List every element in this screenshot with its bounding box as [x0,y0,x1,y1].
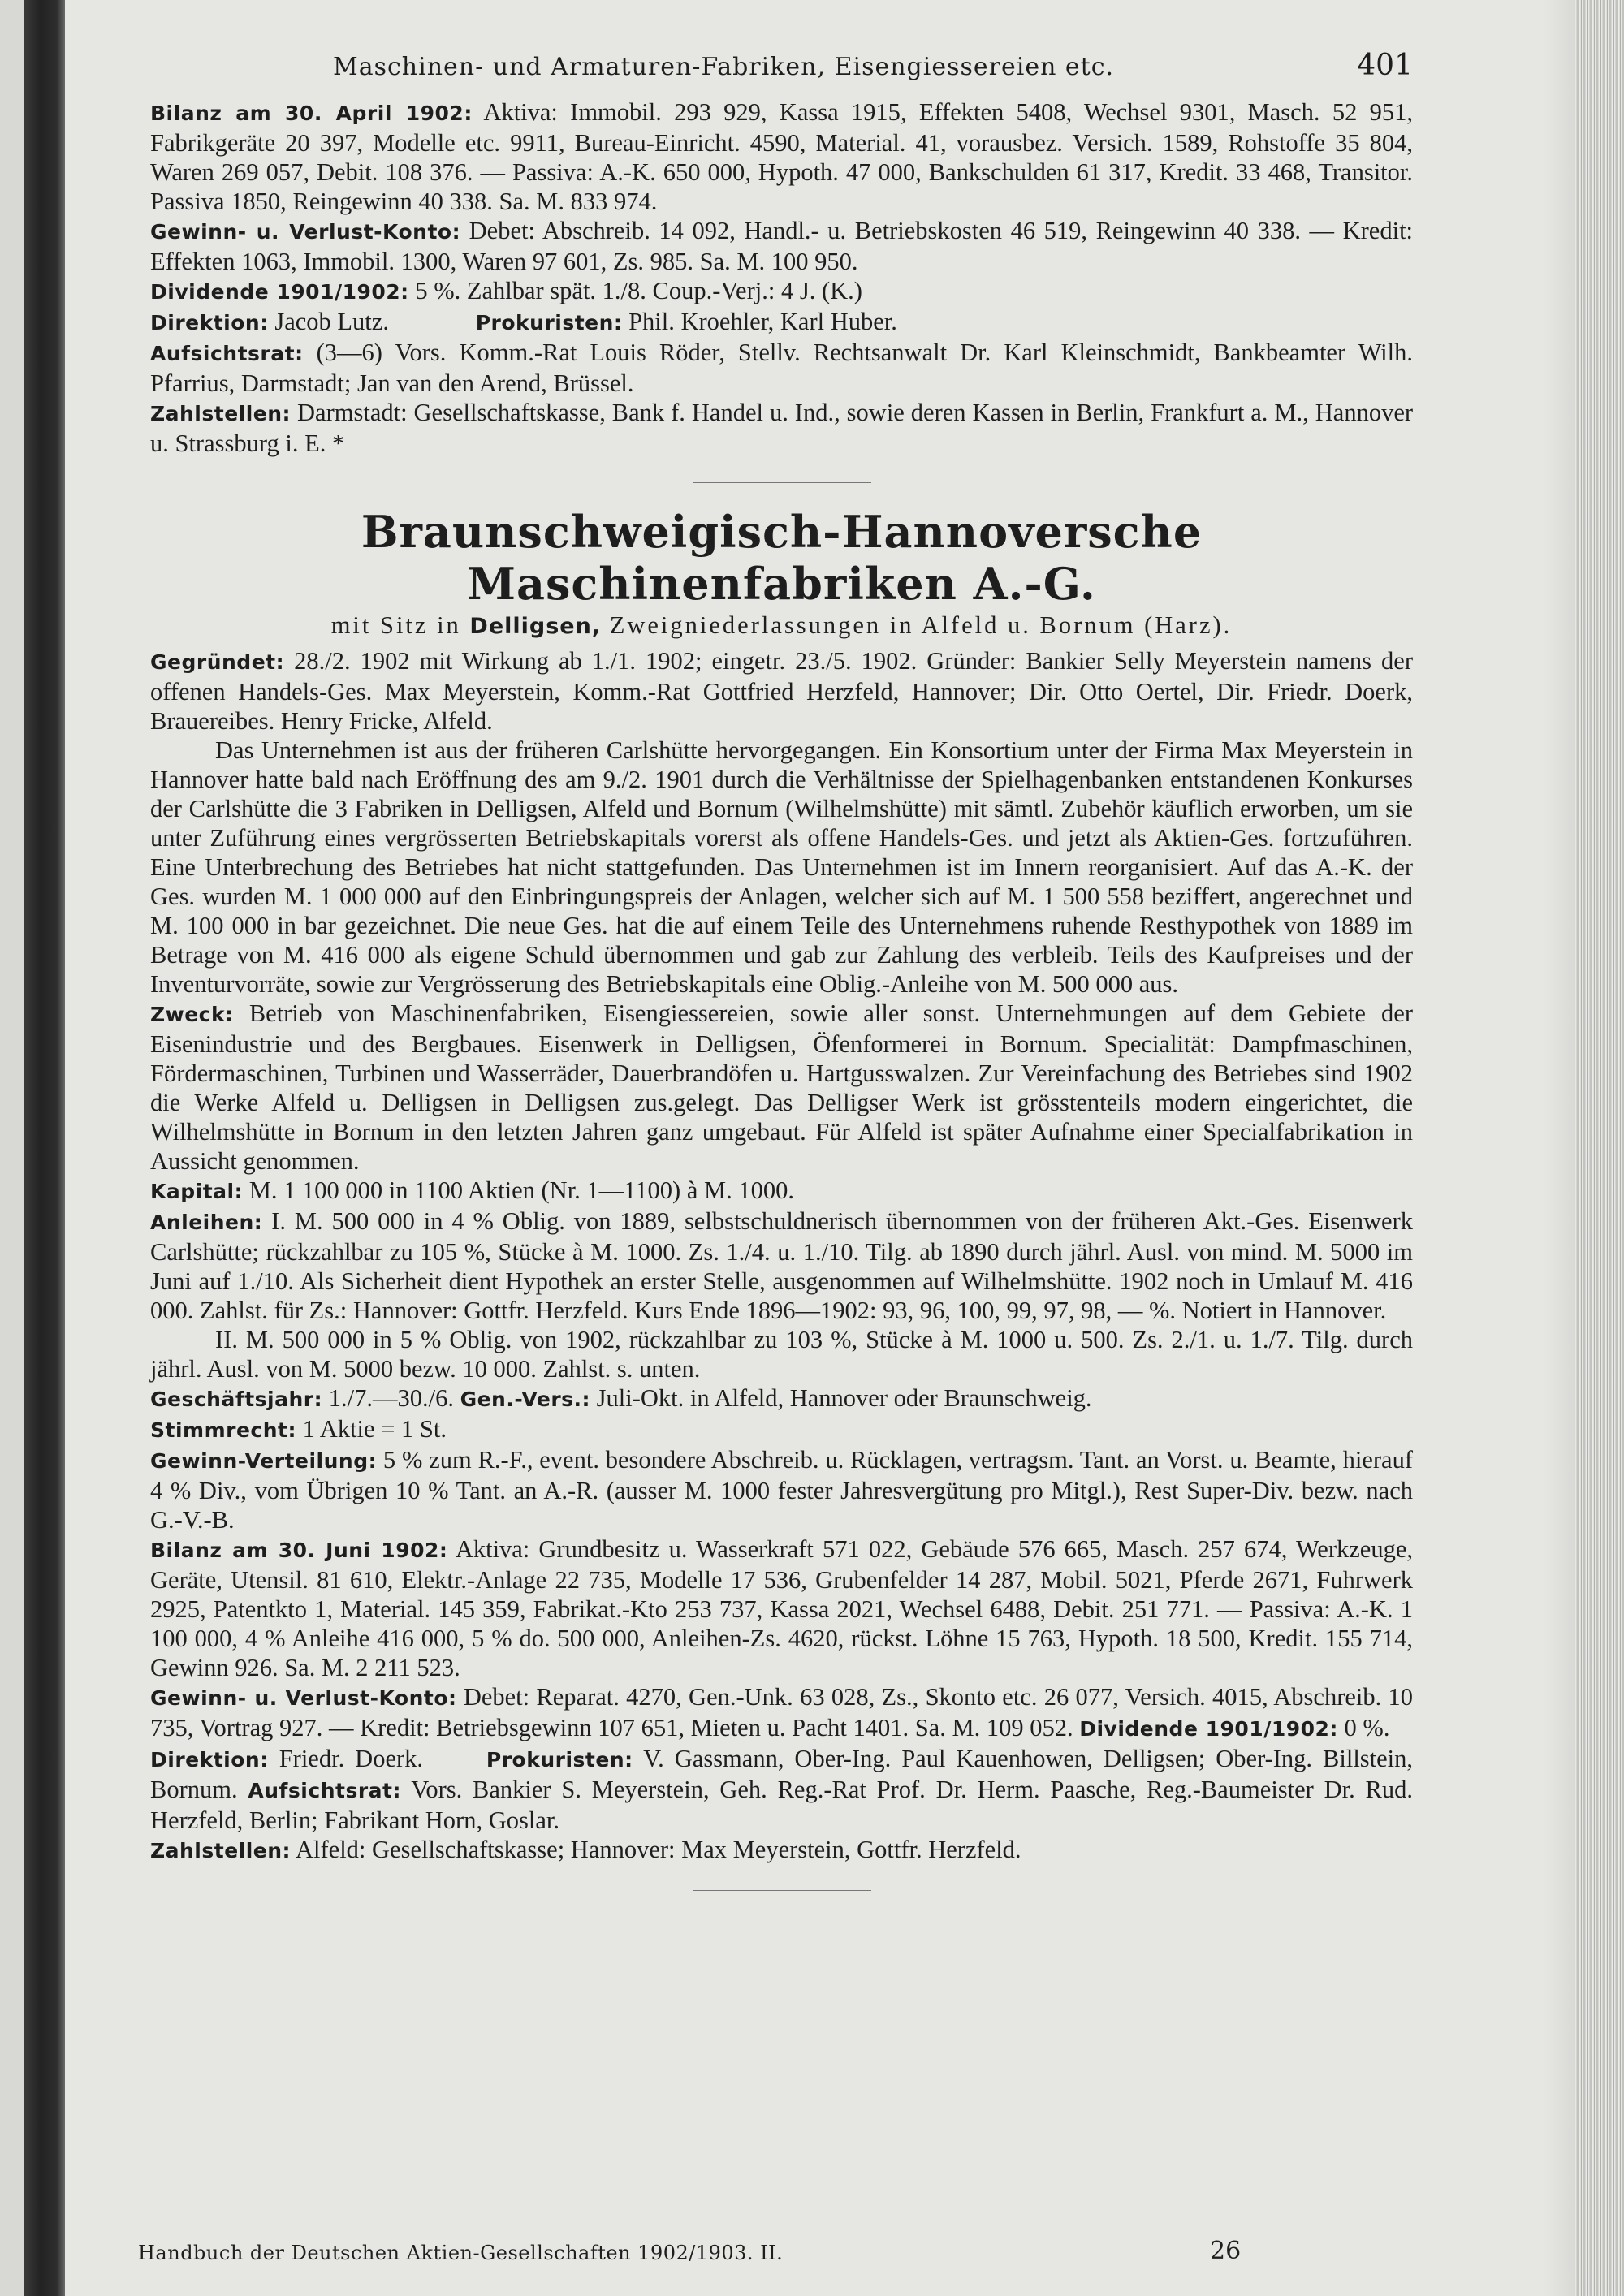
zweck-text: Betrieb von Maschinenfabriken, Eisengiessereien, sowie aller sonst. Unternehmungen auf dem Gebiete der Eisenindustrie und des Bergbaues. Eisenwerk in Delligsen, Öfenformerei in Bornum. Specialität: Dampfmaschinen, Fördermaschinen, Turbinen und Wasserräder, Dauerbrandöfen u. Hartgusswalzen. Zur Vereinfachung des Betriebes sind 1902 die Werke Alfeld u. Delligsen in Delligsen zus.gelegt. Das Delligser Werk ist grösstenteils modern eingerichtet, die Wilhelmshütte in Bornum in den letzten Jahren ganz umgebaut. Für Alfeld ist später Aufnahme einer Specialfabrikation in Aussicht genommen. [150,999,1413,1175]
prev-zahl-text: Darmstadt: Gesellschaftskasse, Bank f. Handel u. Ind., sowie deren Kassen in Berlin, Frankfurt a. M., Hannover u. Strassburg i. E. * [150,399,1414,457]
footer-signature: 26 [1210,2237,1242,2265]
zahl-text: Alfeld: Gesellschaftskasse; Hannover: Max Meyerstein, Gottfr. Herzfeld. [296,1836,1021,1863]
subtitle-suffix: Zweigniederlassungen in Alfeld u. Bornum (Harz). [609,611,1233,639]
page-shade-right [1543,0,1575,2296]
prev-dir-text: Jacob Lutz. [274,308,389,335]
gewv-label: Gewinn-Verteilung: [150,1449,378,1473]
gegruendet-text: 28./2. 1902 mit Wirkung ab 1./1. 1902; eingetr. 23./5. 1902. Gründer: Bankier Selly Meyerstein namens der offenen Handels-Ges. Max Meyerstein, Komm.-Rat Gottfried Herzfeld, Hannover; Dir. Otto Oertel, Dir. Friedr. Doerk, Brauereibes. Henry Fricke, Alfeld. [150,647,1413,735]
stimmrecht [150,1414,1413,1445]
bilanz-text: Aktiva: Grundbesitz u. Wasserkraft 571 022, Gebäude 576 665, Masch. 257 674, Werkzeuge, Geräte, Utensil. 81 610, Elektr.-Anlage 22 735, Modelle 17 536, Grubenfelder 14 287, Mobil. 5021, Pferde 2671, Fuhrwerk 2925, Patentkto 1, Material. 145 359, Fabrikat.-Kto 253 737, Kassa 2021, Wechsel 6488, Debit. 251 771. — Passiva: A.-K. 1 100 000, 4 % Anleihe 416 000, 5 % do. 500 000, Anleihen-Zs. 4620, rückst. Löhne 15 763, Hypoth. 18 500, Kredit. 155 714, Gewinn 926. Sa. M. 2 211 523. [150,1535,1413,1681]
prev-div-text: 5 %. Zahlbar spät. 1./8. Coup.-Verj.: 4 J. (K.) [415,277,862,304]
prev-auf-text: (3—6) Vors. Komm.-Rat Louis Röder, Stellv. Rechtsanwalt Dr. Karl Kleinschmidt, Bankbeamter Wilh. Pfarrius, Darmstadt; Jan van den Arend, Brüssel. [150,339,1413,397]
prev-gv-label: Gewinn- u. Verlust-Konto: [150,220,461,244]
prev-zahlstellen [150,398,1413,458]
bilanz-label: Bilanz am 30. Juni 1902: [150,1539,448,1562]
page-edge-left [0,0,24,2296]
prev-gewinn-verlust [150,216,1413,276]
gegruendet-label: Gegründet: [150,650,285,674]
anleihe-2-text: II. M. 500 000 in 5 % Oblig. von 1902, rückzahlbar zu 103 %, Stücke à M. 1000 u. 500. Zs. 2./1. u. 1./7. Tilg. durch jährl. Ausl. von M. 5000 bezw. 10 000. Zahlst. s. unten. [150,1326,1413,1383]
history [150,736,1413,999]
gvk-label: Gewinn- u. Verlust-Konto: [150,1686,457,1710]
page-content [150,49,1413,1914]
prev-dividende [150,276,1413,307]
prev-div-label: Dividende 1901/1902: [150,280,409,304]
entry-separator-bottom [693,1890,871,1891]
geschaeftsjahr [150,1383,1413,1414]
page-stack-edge [1575,0,1624,2296]
gewinn-verlust-konto [150,1682,1413,1744]
gewinn-verteilung [150,1445,1413,1534]
kapital [150,1176,1413,1206]
gvk-text: Debet: Reparat. 4270, Gen.-Unk. 63 028, Zs., Skonto etc. 26 077, Versich. 4015, Abschreib. 10 735, Vortrag 927. — Kredit: Betriebsgewinn 107 651, Mieten u. Pacht 1401. Sa. M. 109 052. [150,1683,1414,1741]
auf-text: Vors. Bankier S. Meyerstein, Geh. Reg.-Rat Prof. Dr. Herm. Paasche, Reg.-Baumeister Dr. Rud. Herzfeld, Berlin; Fabrikant Horn, Goslar. [150,1776,1414,1834]
kapital-label: Kapital: [150,1180,244,1203]
prok-label: Prokuristen: [486,1748,633,1772]
prok-text: V. Gassmann, Ober-Ing. Paul Kauenhowen, Delligsen; Ober-Ing. Billstein, Bornum. [150,1745,1414,1803]
stimm-text: 1 Aktie = 1 St. [302,1415,447,1443]
running-head [150,49,1413,97]
prev-gv-text: Debet: Abschreib. 14 092, Handl.- u. Betriebskosten 46 519, Reingewinn 40 338. — Kredit: Effekten 1063, Immobil. 1300, Waren 97 601, Zs. 985. Sa. M. 100 950. [150,217,1414,275]
bilanz [150,1534,1413,1682]
page-number: 401 [1357,49,1413,82]
anleihen [150,1206,1413,1325]
auf-label: Aufsichtsrat: [248,1779,401,1802]
book-spine-shadow [24,0,65,2296]
dividende-label: Dividende 1901/1902: [1079,1717,1338,1741]
prev-bilanz-label: Bilanz am 30. April 1902: [150,101,473,125]
prev-bilanz [150,97,1413,216]
subtitle-seat: Delligsen, [469,614,602,639]
prev-direktion [150,307,1413,338]
dividende-text: 0 %. [1344,1714,1390,1741]
dir-text: Friedr. Doerk. [279,1745,424,1772]
company-title: Braunschweigisch-Hannoversche Maschinenfabriken A.-G. [361,506,1203,610]
gen-vers-label: Gen.-Vers.: [460,1388,591,1411]
zahl-label: Zahlstellen: [150,1839,292,1862]
footer-source: Handbuch der Deutschen Aktien-Gesellschaften 1902/1903. II. [138,2242,784,2264]
prev-dir-label: Direktion: [150,311,269,334]
entry-separator-top [693,482,871,483]
anleihen-text: I. M. 500 000 in 4 % Oblig. von 1889, selbstschuldnerisch übernommen von der früheren Akt.-Ges. Eisenwerk Carlshütte; rückzahlbar zu 105 %, Stücke à M. 1000. Zs. 1./4. u. 1./10. Tilg. ab 1890 durch jährl. Ausl. von mind. M. 5000 im Juni auf 1./10. Als Sicherheit dient Hypothek an erster Stelle, ausgenommen auf Wilhelmshütte. 1902 noch in Umlauf M. 416 000. Zahlst. für Zs.: Hannover: Gottfr. Herzfeld. Kurs Ende 1896—1902: 93, 96, 100, 99, 97, 98, — %. Notiert in Hannover. [150,1207,1413,1324]
prev-bilanz-text: Aktiva: Immobil. 293 929, Kassa 1915, Effekten 5408, Wechsel 9301, Masch. 52 951, Fabrikgeräte 20 397, Modelle etc. 9911, Bureau-Einricht. 4590, Material. 41, vorausbez. Versich. 1589, Rohstoffe 35 804, Waren 269 057, Debit. 108 376. — Passiva: A.-K. 650 000, Hypoth. 47 000, Bankschulden 61 317, Kredit. 33 468, Transitor. Passiva 1850, Reingewinn 40 338. Sa. M. 833 974. [150,98,1413,215]
anleihe-2 [150,1325,1413,1383]
prev-auf-label: Aufsichtsrat: [150,342,304,365]
prev-prok-label: Prokuristen: [475,311,623,334]
prev-prok-text: Phil. Kroehler, Karl Huber. [628,308,897,335]
prev-zahl-label: Zahlstellen: [150,402,292,425]
gj-text: 1./7.—30./6. [328,1384,454,1412]
zahlstellen [150,1835,1413,1866]
kapital-text: M. 1 100 000 in 1100 Aktien (Nr. 1—1100) à M. 1000. [248,1176,794,1204]
prev-aufsichtsrat [150,338,1413,398]
zweck [150,999,1413,1176]
gen-vers-text: Juli-Okt. in Alfeld, Hannover oder Braunschweig. [596,1384,1092,1412]
direktion [150,1744,1413,1835]
page-footer [138,2237,1413,2269]
gegruendet [150,646,1413,736]
gj-label: Geschäftsjahr: [150,1388,323,1411]
gewv-text: 5 % zum R.-F., event. besondere Abschreib. u. Rücklagen, vertragsm. Tant. an Vorst. u. Beamte, hierauf 4 % Div., vom Übrigen 10 % Tant. an A.-R. (ausser M. 1000 fester Jahresvergütung pro Mitgl.), Rest Super-Div. bezw. nach G.-V.-B. [150,1446,1413,1534]
running-title: Maschinen- und Armaturen-Fabriken, Eisengiessereien etc. [333,53,1115,81]
company-subtitle [150,611,1413,640]
anleihen-label: Anleihen: [150,1211,263,1234]
dir-label: Direktion: [150,1748,269,1772]
subtitle-prefix: mit Sitz in [330,611,461,639]
zweck-label: Zweck: [150,1003,234,1026]
stimm-label: Stimmrecht: [150,1418,296,1442]
history-text: Das Unternehmen ist aus der früheren Carlshütte hervorgegangen. Ein Konsortium unter der Firma Max Meyerstein in Hannover hatte bald nach Eröffnung des am 9./2. 1901 durch die Verhältnisse der Spielhagenbanken entstandenen Konkurses der Carlshütte die 3 Fabriken in Delligsen, Alfeld und Bornum (Wilhelmshütte) mit sämtl. Zubehör käuflich erworben, um sie unter Zuführung eines vergrösserten Betriebskapitals vorerst als offene Handels-Ges. und jetzt als Aktien-Ges. fortzuführen. Eine Unterbrechung des Betriebes hat nicht stattgefunden. Das Unternehmen ist im Innern reorganisiert. Auf das A.-K. der Ges. wurden M. 1 000 000 auf den Einbringungspreis der Anlagen, welcher sich auf M. 1 500 558 beziffert, angerechnet und M. 100 000 in bar gezeichnet. Die neue Ges. hat die auf einem Teile des Unternehmens ruhende Resthypothek von 1889 im Betrage von M. 416 000 als eigene Schuld übernommen und gab zur Zahlung des verbleib. Teils des Kaufpreises und der Inventurvorräte, sowie zur Vergrösserung des Betriebskapitals eine Oblig.-Anleihe von M. 500 000 aus. [150,736,1413,998]
